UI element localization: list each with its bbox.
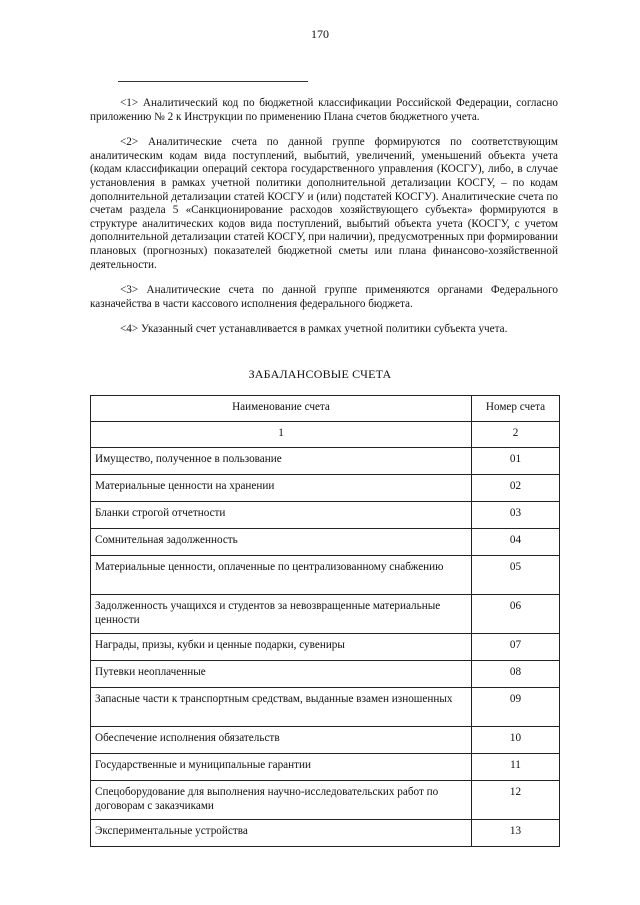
account-number-cell: 11 bbox=[472, 754, 560, 781]
account-number-cell: 07 bbox=[472, 634, 560, 661]
account-name-cell: Материальные ценности, оплаченные по централизованному снабжению bbox=[91, 556, 472, 595]
account-number-cell: 05 bbox=[472, 556, 560, 595]
account-name-cell: Имущество, полученное в пользование bbox=[91, 448, 472, 475]
table-row bbox=[91, 781, 560, 820]
table-row bbox=[91, 502, 560, 529]
table-row bbox=[91, 754, 560, 781]
account-number-cell: 12 bbox=[472, 781, 560, 820]
account-number-cell: 03 bbox=[472, 502, 560, 529]
table-row bbox=[91, 529, 560, 556]
table-row bbox=[91, 475, 560, 502]
account-name-cell: Государственные и муниципальные гарантии bbox=[91, 754, 472, 781]
section-title: ЗАБАЛАНСОВЫЕ СЧЕТА bbox=[248, 367, 392, 381]
account-number-cell: 01 bbox=[472, 448, 560, 475]
table-row bbox=[91, 634, 560, 661]
account-name-cell: Задолженность учащихся и студентов за невозвращенные материальные ценности bbox=[91, 595, 472, 634]
account-name-cell: Путевки неоплаченные bbox=[91, 661, 472, 688]
account-number-cell: 08 bbox=[472, 661, 560, 688]
table-row bbox=[91, 556, 560, 595]
table-row bbox=[91, 595, 560, 634]
account-name-cell: Сомнительная задолженность bbox=[91, 529, 472, 556]
account-name-cell: Обеспечение исполнения обязательств bbox=[91, 727, 472, 754]
table-row bbox=[91, 688, 560, 727]
account-number-cell: 13 bbox=[472, 820, 560, 847]
account-number-cell: 04 bbox=[472, 529, 560, 556]
table-body bbox=[91, 448, 560, 847]
index-col-1: 1 bbox=[91, 422, 472, 448]
header-account-number: Номер счета bbox=[472, 396, 560, 422]
footnotes bbox=[90, 97, 558, 349]
accounts-table bbox=[90, 395, 560, 847]
footnote-3: <3> Аналитические счета по данной группе применяются органами Федерального казначейства в части кассового исполнения федерального бюджета. bbox=[90, 284, 558, 310]
table-row bbox=[91, 661, 560, 688]
table-index-row bbox=[91, 422, 560, 448]
table-row bbox=[91, 820, 560, 847]
table-row bbox=[91, 448, 560, 475]
footnote-4: <4> Указанный счет устанавливается в рамках учетной политики субъекта учета. bbox=[120, 323, 508, 336]
footnote-1: <1> Аналитический код по бюджетной классификации Российской Федерации, согласно приложению № 2 к Инструкции по применению Плана счетов бюджетного учета. bbox=[90, 97, 558, 123]
footnote-2: <2> Аналитические счета по данной группе формируются по соответствующим аналитическим кодам вида поступлений, выбытий, увеличений, уменьшений объекта учета (кодам классификации операций сектора государственного управления (КОСГУ), либо, в случае установления в рамках учетной политики дополнительной детализации КОСГУ, – по кодам дополнительной детализации статей КОСГУ и (или) подстатей КОСГУ). Аналитические счета по счетам раздела 5 «Санкционирование расходов хозяйствующего субъекта» формируются в структуре аналитических кодов вида поступлений, выбытий объекта учета (КОСГУ, с учетом дополнительной детализации статей КОСГУ, при наличии), предусмотренных при формировании плановых (прогнозных) показателей бюджетной сметы или плана финансово-хозяйственной деятельности. bbox=[90, 136, 558, 271]
page-number: 170 bbox=[311, 27, 329, 41]
table-row bbox=[91, 727, 560, 754]
account-name-cell: Бланки строгой отчетности bbox=[91, 502, 472, 529]
header-account-name: Наименование счета bbox=[91, 396, 472, 422]
account-number-cell: 10 bbox=[472, 727, 560, 754]
account-number-cell: 06 bbox=[472, 595, 560, 634]
account-name-cell: Награды, призы, кубки и ценные подарки, сувениры bbox=[91, 634, 472, 661]
account-number-cell: 02 bbox=[472, 475, 560, 502]
account-name-cell: Запасные части к транспортным средствам, выданные взамен изношенных bbox=[91, 688, 472, 727]
index-col-2: 2 bbox=[472, 422, 560, 448]
table-header-row bbox=[91, 396, 560, 422]
account-name-cell: Экспериментальные устройства bbox=[91, 820, 472, 847]
account-number-cell: 09 bbox=[472, 688, 560, 727]
account-name-cell: Материальные ценности на хранении bbox=[91, 475, 472, 502]
footnote-separator bbox=[118, 81, 308, 82]
account-name-cell: Спецоборудование для выполнения научно-исследовательских работ по договорам с заказчиками bbox=[91, 781, 472, 820]
